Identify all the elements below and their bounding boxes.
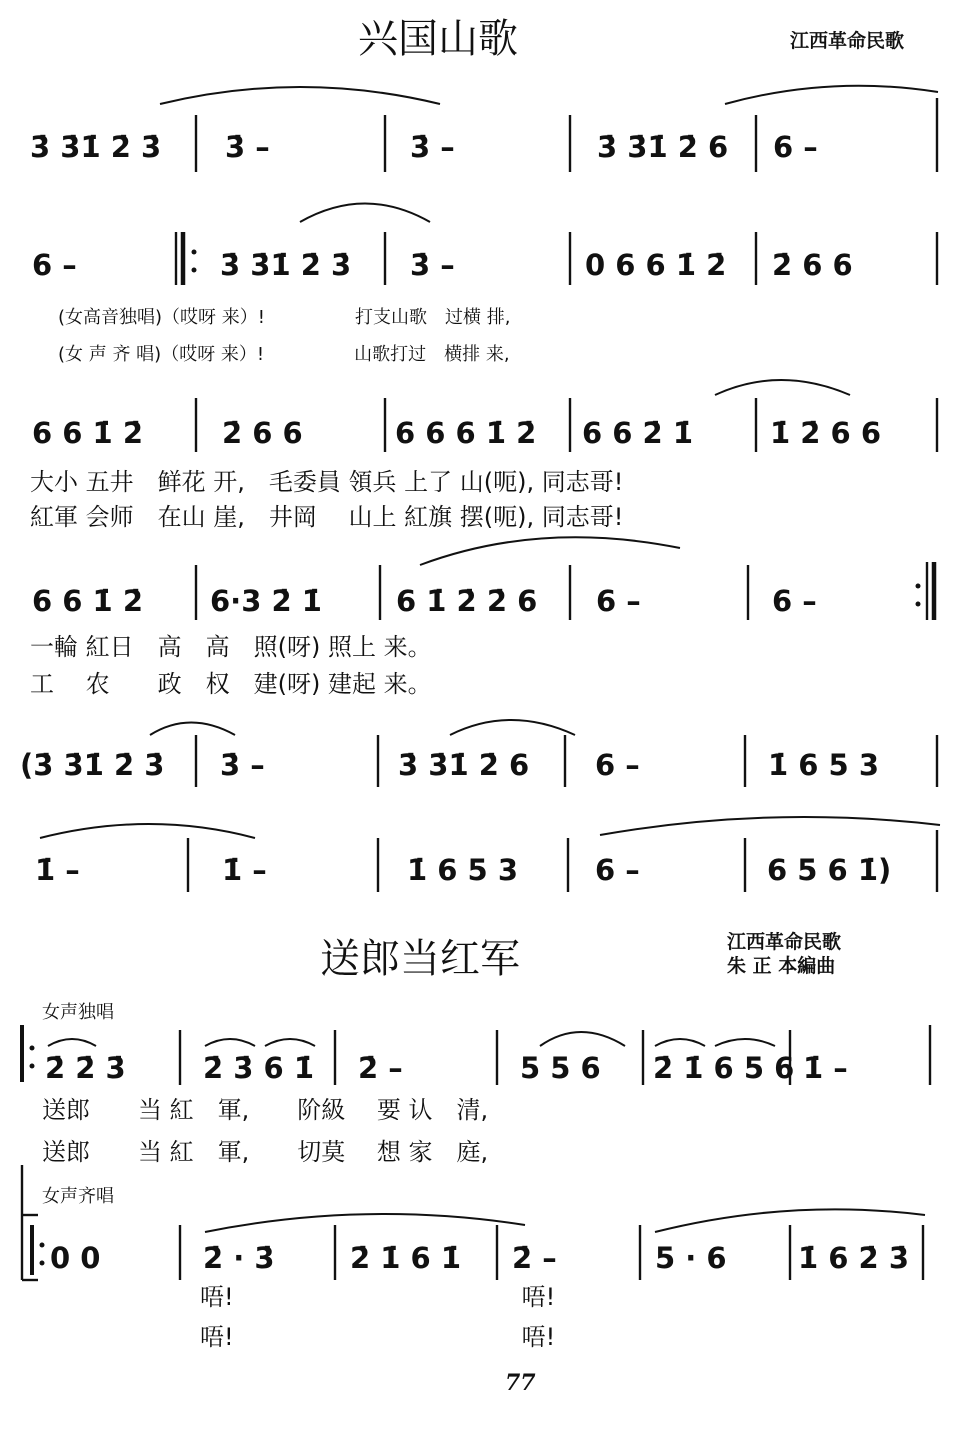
measure: 6 5 6 1̇) xyxy=(767,853,892,887)
measure: 3̇ 3̇1̇ 2̇ 3̇ xyxy=(30,130,162,164)
lyric-verse-1: 一輪 紅日 高 高 照(呀) 照上 来。 xyxy=(30,633,432,661)
measure: 6 – xyxy=(595,853,640,887)
measure: 6 6 2̇ 1̇ xyxy=(582,416,694,450)
slur xyxy=(655,1039,705,1046)
song-1-line-5 xyxy=(20,720,937,787)
measure: 3̇ – xyxy=(410,248,455,282)
measure: (3̇ 3̇1̇ 2̇ 3̇ xyxy=(20,748,165,782)
measure: 2̇ 6 6 xyxy=(772,248,853,282)
slur xyxy=(540,1032,625,1046)
measure: 1̇ – xyxy=(803,1051,848,1085)
measure: 6 6 6 1̇ 2̇ xyxy=(395,416,537,450)
measure: 1̇ – xyxy=(222,853,267,887)
measure: 1̇ 6 2̇ 3̇ xyxy=(798,1241,910,1275)
slur xyxy=(715,380,850,395)
measure: 1̇ – xyxy=(35,853,80,887)
repeat-dot xyxy=(30,1046,35,1051)
measure: 5 · 6 xyxy=(655,1241,727,1275)
lyric-verse-2: 工 农 政 权 建(呀) 建起 来。 xyxy=(30,670,432,698)
measure: 2̇ 1̇ 6 1̇ xyxy=(350,1241,462,1275)
song-2-line-2 xyxy=(22,1165,925,1351)
measure: 2̇ – xyxy=(358,1051,403,1085)
slur xyxy=(265,1039,315,1046)
song-2-arranger: 朱 正 本編曲 xyxy=(727,955,836,977)
lyric-verse-1: 大小 五井 鲜花 开, 毛委員 領兵 上了 山(呃), 同志哥! xyxy=(30,468,624,496)
lyric-verse-1: 唔! 唔! xyxy=(200,1283,556,1311)
measure: 6 – xyxy=(596,584,641,618)
repeat-dot xyxy=(916,584,921,589)
repeat-dot xyxy=(40,1261,45,1266)
measure: 3̇ – xyxy=(410,130,455,164)
slur xyxy=(150,723,235,736)
measure: 2̇ 6 6 xyxy=(222,416,303,450)
song-2-title: 送郎当红军 xyxy=(320,936,520,982)
repeat-dot xyxy=(916,602,921,607)
slur xyxy=(450,720,575,735)
slur xyxy=(48,1039,96,1046)
measure: 2̇ 2̇ 3̇ xyxy=(45,1051,126,1085)
part-label: 女声齐唱 xyxy=(42,1186,114,1207)
repeat-dot xyxy=(30,1064,35,1069)
page-number: 77 xyxy=(505,1370,536,1396)
song-1-source: 江西革命民歌 xyxy=(790,30,905,52)
song-1-line-2 xyxy=(32,204,937,366)
measure: 2̇ 1̇ 6 5 6 xyxy=(653,1051,795,1085)
measure: 3̇ – xyxy=(220,748,265,782)
measure: 0 0 xyxy=(50,1241,101,1275)
slur xyxy=(160,87,440,104)
song-1-title: 兴国山歌 xyxy=(358,16,518,62)
measure: 6 6 1̇ 2̇ xyxy=(32,416,144,450)
song-2-line-1 xyxy=(22,1002,930,1166)
slur xyxy=(205,1214,525,1232)
lyric-verse-2: 送郎 当 紅 軍, 切莫 想 家 庭, xyxy=(42,1138,489,1166)
measure: 5 5 6 xyxy=(520,1051,601,1085)
measure: 3̇ 3̇1̇ 2̇ 3̇ xyxy=(220,248,352,282)
measure: 2̇ · 3̇ xyxy=(203,1241,275,1275)
slur xyxy=(420,537,680,565)
measure: 1̇ 6 5 3 xyxy=(768,748,880,782)
slur xyxy=(300,204,430,223)
measure: 6 1̇ 2̇ 2̇ 6 xyxy=(396,584,538,618)
song-1-line-1 xyxy=(30,86,938,172)
slur xyxy=(725,86,938,104)
measure: 6 – xyxy=(773,130,818,164)
slur xyxy=(40,824,255,838)
measure: 6 6 1̇ 2̇ xyxy=(32,584,144,618)
measure: 6·3 2̇ 1̇ xyxy=(210,584,322,618)
measure: 3̇ 3̇1̇ 2̇ 6 xyxy=(398,748,530,782)
lyric-verse-1: 送郎 当 紅 軍, 阶級 要 认 清, xyxy=(42,1096,489,1124)
song-1-line-3 xyxy=(30,380,937,531)
measure: 3̇ – xyxy=(225,130,270,164)
measure: 2̇ – xyxy=(512,1241,557,1275)
lyric-verse-1: (女高音独唱)（哎呀 来）! 打支山歌 过横 排, xyxy=(58,307,511,328)
measure: 0 6 6 1̇ 2̇ xyxy=(585,248,727,282)
measure: 6 – xyxy=(772,584,817,618)
song-2-source: 江西革命民歌 xyxy=(727,931,842,953)
part-label: 女声独唱 xyxy=(42,1002,114,1023)
lyric-verse-2: (女 声 齐 唱)（哎呀 来）! 山歌打过 横排 来, xyxy=(58,344,510,365)
measure: 3̇ 3̇1̇ 2̇ 6 xyxy=(597,130,729,164)
measure: 6 – xyxy=(595,748,640,782)
song-1-line-6 xyxy=(35,817,940,892)
measure: 1̇ 6 5 3 xyxy=(407,853,519,887)
repeat-dot xyxy=(192,250,197,255)
slur xyxy=(600,817,940,835)
measure: 1̇ 2̇ 6 6 xyxy=(770,416,882,450)
measure: 2̇ 3̇ 6 1̇ xyxy=(203,1051,315,1085)
measure: 6 – xyxy=(32,248,77,282)
repeat-dot xyxy=(192,268,197,273)
lyric-verse-2: 唔! 唔! xyxy=(200,1323,556,1351)
slur xyxy=(205,1039,255,1046)
repeat-dot xyxy=(40,1243,45,1248)
lyric-verse-2: 紅軍 会师 在山 崖, 井岡 山上 紅旗 摆(呃), 同志哥! xyxy=(30,503,624,531)
song-1-line-4 xyxy=(30,537,934,698)
slur xyxy=(715,1039,775,1046)
